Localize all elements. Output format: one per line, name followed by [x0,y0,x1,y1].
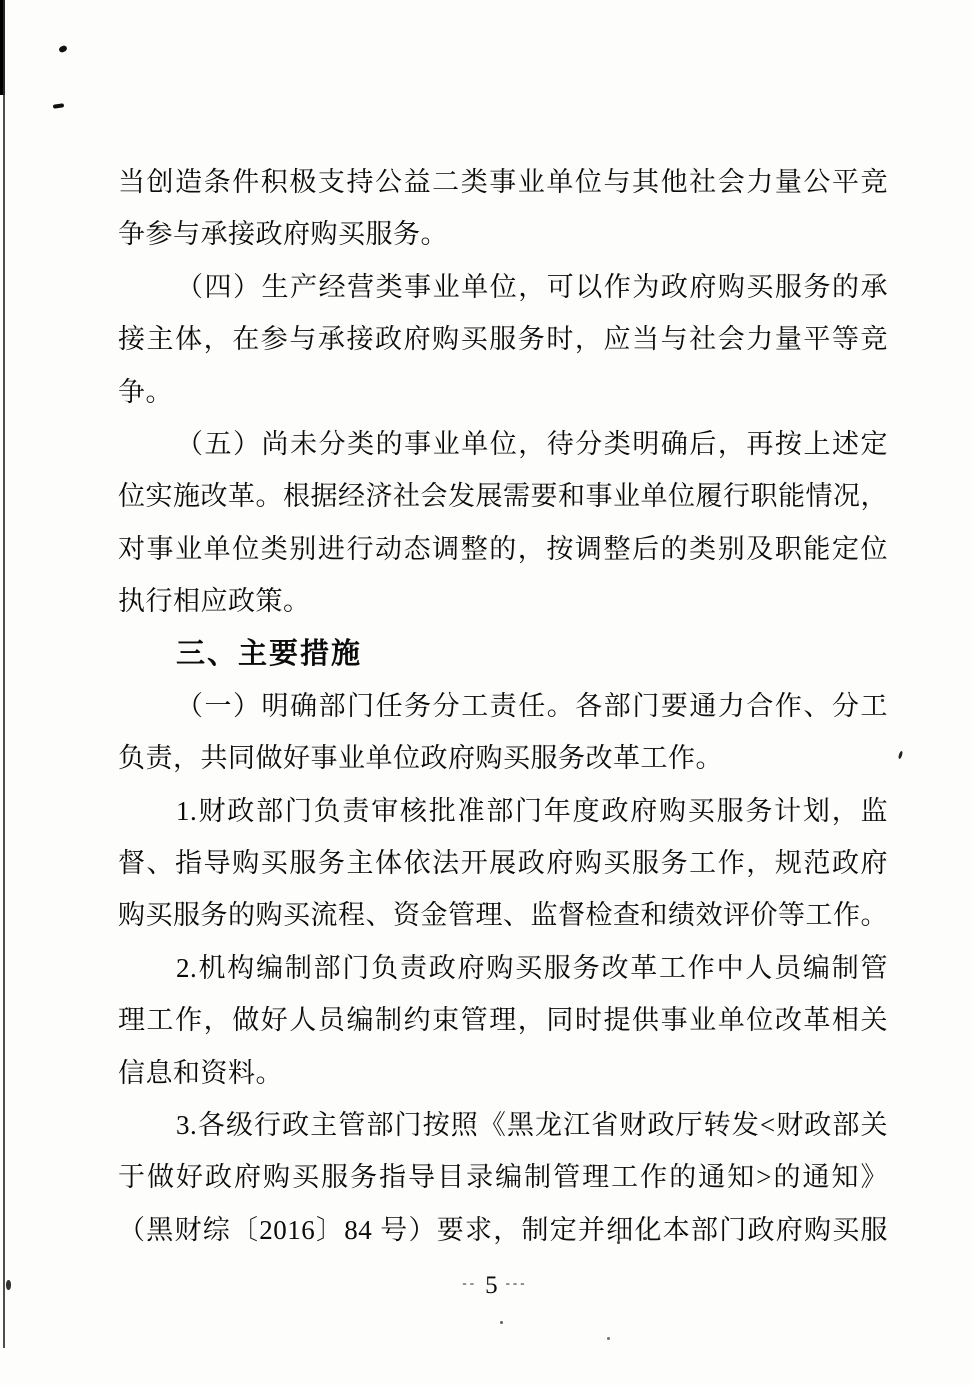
text-line: 1.财政部门负责审核批准部门年度政府购买服务计划，监 [176,795,888,826]
text-line: （一）明确部门任务分工责任。各部门要通力合作、分工 [176,690,888,721]
scan-speck [53,103,64,108]
page-number-left-dashes: -- [462,1275,478,1290]
text-line: 当创造条件积极支持公益二类事业单位与其他社会力量公平竞 [118,167,888,197]
document-body [118,156,888,1256]
text-line: 对事业单位类别进行动态调整的，按调整后的类别及职能定位 [118,533,888,564]
text-line: 争。 [118,376,173,407]
text-line: 2.机构编制部门负责政府购买服务改革工作中人员编制管 [176,952,888,983]
scan-speck [58,45,68,54]
text-line: 督、指导购买服务主体依法开展政府购买服务工作，规范政府 [118,848,888,879]
scan-speck [607,1337,610,1340]
page-number: 5 [485,1272,498,1299]
text-line: （黑财综〔2016〕84 号）要求，制定并细化本部门政府购买服 [118,1214,888,1245]
scan-speck [898,751,903,760]
scan-edge-artifact [3,0,5,1348]
text-line: 负责，共同做好事业单位政府购买服务改革工作。 [118,743,723,774]
text-line: 位实施改革。根据经济社会发展需要和事业单位履行职能情况， [118,481,888,512]
text-line: 执行相应政策。 [118,586,311,617]
text-line: （五）尚未分类的事业单位，待分类明确后，再按上述定 [176,428,888,459]
text-line: 接主体，在参与承接政府购买服务时，应当与社会力量平等竞 [118,324,888,355]
text-line: 理工作，做好人员编制约束管理，同时提供事业单位改革相关 [118,1005,888,1036]
text-line: （四）生产经营类事业单位，可以作为政府购买服务的承 [176,271,888,302]
page-number-right-dashes: --- [505,1275,528,1290]
section-heading: 三、主要措施 [176,637,363,670]
text-line: 信息和资料。 [118,1057,283,1088]
text-line: 3.各级行政主管部门按照《黑龙江省财政厅转发<财政部关 [176,1110,888,1141]
page-footer [9,1272,972,1300]
text-line: 购买服务的购买流程、资金管理、监督检查和绩效评价等工作。 [118,900,888,931]
scan-speck [500,1321,503,1324]
text-line: 争参与承接政府购买服务。 [118,219,448,250]
text-line: 于做好政府购买服务指导目录编制管理工作的通知>的通知》 [118,1162,888,1193]
